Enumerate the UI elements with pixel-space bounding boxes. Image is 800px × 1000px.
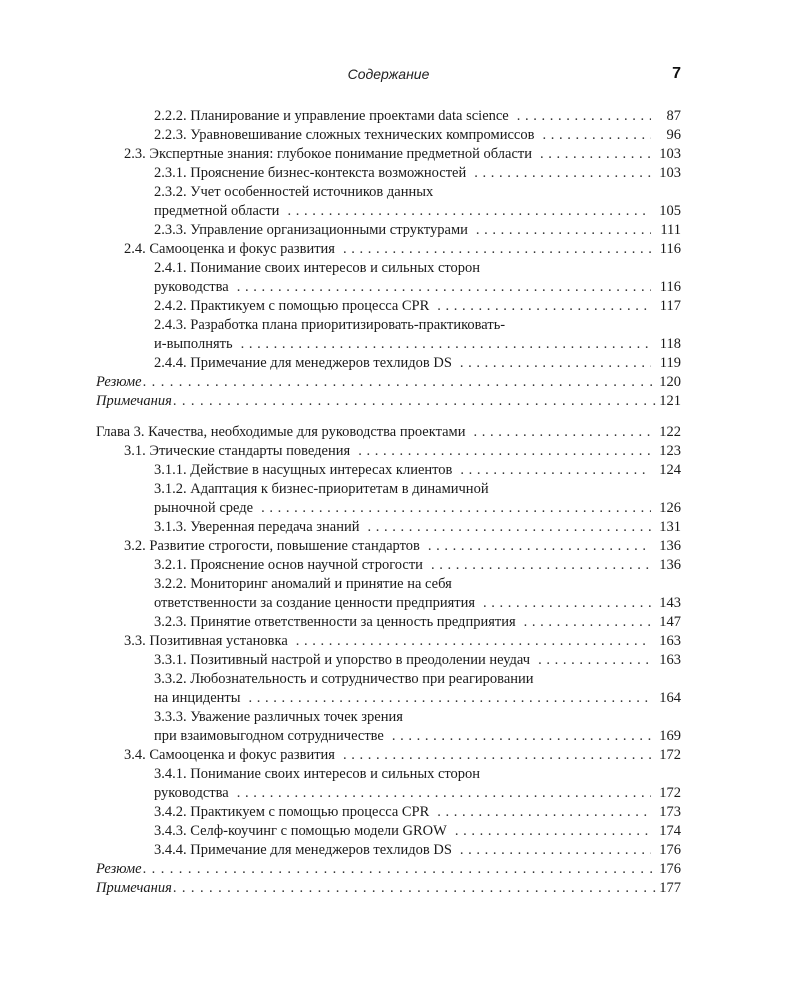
toc-entry-notes[interactable]: Примечания . . . 177 — [96, 879, 681, 898]
toc-page: 173 — [659, 804, 681, 820]
toc-entry[interactable]: 3.1. Этические стандарты поведения . . . 123 — [96, 442, 681, 461]
toc-entry-continuation[interactable]: рыночной среде . . . 126 — [96, 499, 681, 518]
toc-page: 164 — [659, 690, 681, 706]
toc-page: 136 — [659, 557, 681, 573]
toc-entry[interactable]: 3.4. Самооценка и фокус развития . . . 172 — [96, 746, 681, 765]
toc-entry-heading-line[interactable]: 2.3.2. Учет особенностей источников данных — [154, 184, 434, 200]
toc-page: 123 — [659, 443, 681, 459]
toc-entry[interactable]: 2.3.3. Управление организационными структурами . . . 111 — [96, 221, 681, 240]
toc-entry-continuation[interactable]: на инциденты . . . 164 — [96, 689, 681, 708]
toc-entry[interactable]: 2.2.2. Планирование и управление проектами data science . . . 87 — [96, 107, 681, 126]
toc-page: 87 — [666, 108, 681, 124]
running-header — [96, 66, 681, 88]
toc-entry[interactable]: 3.1.1. Действие в насущных интересах клиентов . . . 124 — [96, 461, 681, 480]
toc-entry-continuation[interactable]: руководства . . . 116 — [96, 278, 681, 297]
toc-entry[interactable]: 3.4.2. Практикуем с помощью процесса CPR . . . 173 — [96, 803, 681, 822]
toc-entry-continuation[interactable]: ответственности за создание ценности предприятия . . . 143 — [96, 594, 681, 613]
toc-page: 177 — [659, 880, 681, 896]
toc-entry[interactable]: 3.2. Развитие строгости, повышение стандартов . . . 136 — [96, 537, 681, 556]
toc-entry[interactable]: 3.2.1. Прояснение основ научной строгости . . . 136 — [96, 556, 681, 575]
toc-entry[interactable]: 2.4.2. Практикуем с помощью процесса CPR . . . 117 — [96, 297, 681, 316]
toc-entry-heading-line[interactable]: 3.3.3. Уважение различных точек зрения — [154, 709, 403, 725]
toc-entry[interactable]: 2.4. Самооценка и фокус развития . . . 116 — [96, 240, 681, 259]
toc-entry-continuation[interactable]: руководства . . . 172 — [96, 784, 681, 803]
section-gap — [96, 411, 681, 423]
toc-page: 120 — [659, 374, 681, 390]
toc-entry-chapter[interactable]: Глава 3. Качества, необходимые для руководства проектами . . . 122 — [96, 423, 681, 442]
toc-page: 116 — [659, 279, 681, 295]
toc-entry[interactable]: 3.3. Позитивная установка . . . 163 — [96, 632, 681, 651]
toc-page: 174 — [659, 823, 681, 839]
toc-entry[interactable]: 2.3. Экспертные знания: глубокое понимание предметной области . . . 103 — [96, 145, 681, 164]
toc-page: 117 — [659, 298, 681, 314]
toc-entry-continuation[interactable]: при взаимовыгодном сотрудничестве . . . 169 — [96, 727, 681, 746]
toc-page: 96 — [666, 127, 681, 143]
toc-page: 116 — [659, 241, 681, 257]
toc-page: 111 — [660, 222, 681, 238]
header-page-number: 7 — [672, 65, 681, 82]
toc-entry-continuation[interactable]: предметной области . . . 105 — [96, 202, 681, 221]
toc-entry[interactable]: 3.1.3. Уверенная передача знаний . . . 131 — [96, 518, 681, 537]
toc-page: 163 — [659, 633, 681, 649]
toc-entry-heading-line[interactable]: 3.4.1. Понимание своих интересов и сильных сторон — [154, 766, 481, 782]
toc-page: 121 — [659, 393, 681, 409]
toc-entry-continuation[interactable]: и-выполнять . . . 118 — [96, 335, 681, 354]
toc-page: 172 — [659, 747, 681, 763]
toc-entry[interactable]: 2.2.3. Уравновешивание сложных технических компромиссов . . . 96 — [96, 126, 681, 145]
toc-page: 118 — [659, 336, 681, 352]
toc-page: 124 — [659, 462, 681, 478]
toc-page: 126 — [659, 500, 681, 516]
toc-entry[interactable]: 3.4.4. Примечание для менеджеров техлидов DS . . . 176 — [96, 841, 681, 860]
toc-page: 122 — [659, 424, 681, 440]
toc-page: 172 — [659, 785, 681, 801]
header-title: Содержание — [347, 66, 430, 82]
table-of-contents — [96, 107, 681, 898]
toc-page: 136 — [659, 538, 681, 554]
toc-entry[interactable]: 2.3.1. Прояснение бизнес-контекста возможностей . . . 103 — [96, 164, 681, 183]
toc-entry-heading-line[interactable]: 2.4.3. Разработка плана приоритизировать-практиковать- — [154, 317, 506, 333]
toc-entry-heading-line[interactable]: 2.4.1. Понимание своих интересов и сильных сторон — [154, 260, 481, 276]
toc-page: 131 — [659, 519, 681, 535]
toc-page: 105 — [659, 203, 681, 219]
toc-entry-summary[interactable]: Резюме . . . 176 — [96, 860, 681, 879]
toc-page: 176 — [659, 861, 681, 877]
toc-entry-heading-line[interactable]: 3.3.2. Любознательность и сотрудничество при реагировании — [154, 671, 534, 687]
toc-page: 143 — [659, 595, 681, 611]
toc-page: 169 — [659, 728, 681, 744]
toc-entry-summary[interactable]: Резюме . . . 120 — [96, 373, 681, 392]
toc-page: 103 — [659, 146, 681, 162]
toc-entry-heading-line[interactable]: 3.2.2. Мониторинг аномалий и принятие на себя — [154, 576, 452, 592]
toc-page: 176 — [659, 842, 681, 858]
toc-page: 163 — [659, 652, 681, 668]
toc-page: 103 — [659, 165, 681, 181]
toc-entry[interactable]: 3.2.3. Принятие ответственности за ценность предприятия . . . 147 — [96, 613, 681, 632]
toc-entry[interactable]: 3.3.1. Позитивный настрой и упорство в преодолении неудач . . . 163 — [96, 651, 681, 670]
toc-entry-notes[interactable]: Примечания . . . 121 — [96, 392, 681, 411]
toc-entry-heading-line[interactable]: 3.1.2. Адаптация к бизнес-приоритетам в динамичной — [154, 481, 489, 497]
toc-entry[interactable]: 3.4.3. Селф-коучинг с помощью модели GROW . . . 174 — [96, 822, 681, 841]
toc-page: 147 — [659, 614, 681, 630]
toc-page: 119 — [659, 355, 681, 371]
toc-entry[interactable]: 2.4.4. Примечание для менеджеров техлидов DS . . . 119 — [96, 354, 681, 373]
